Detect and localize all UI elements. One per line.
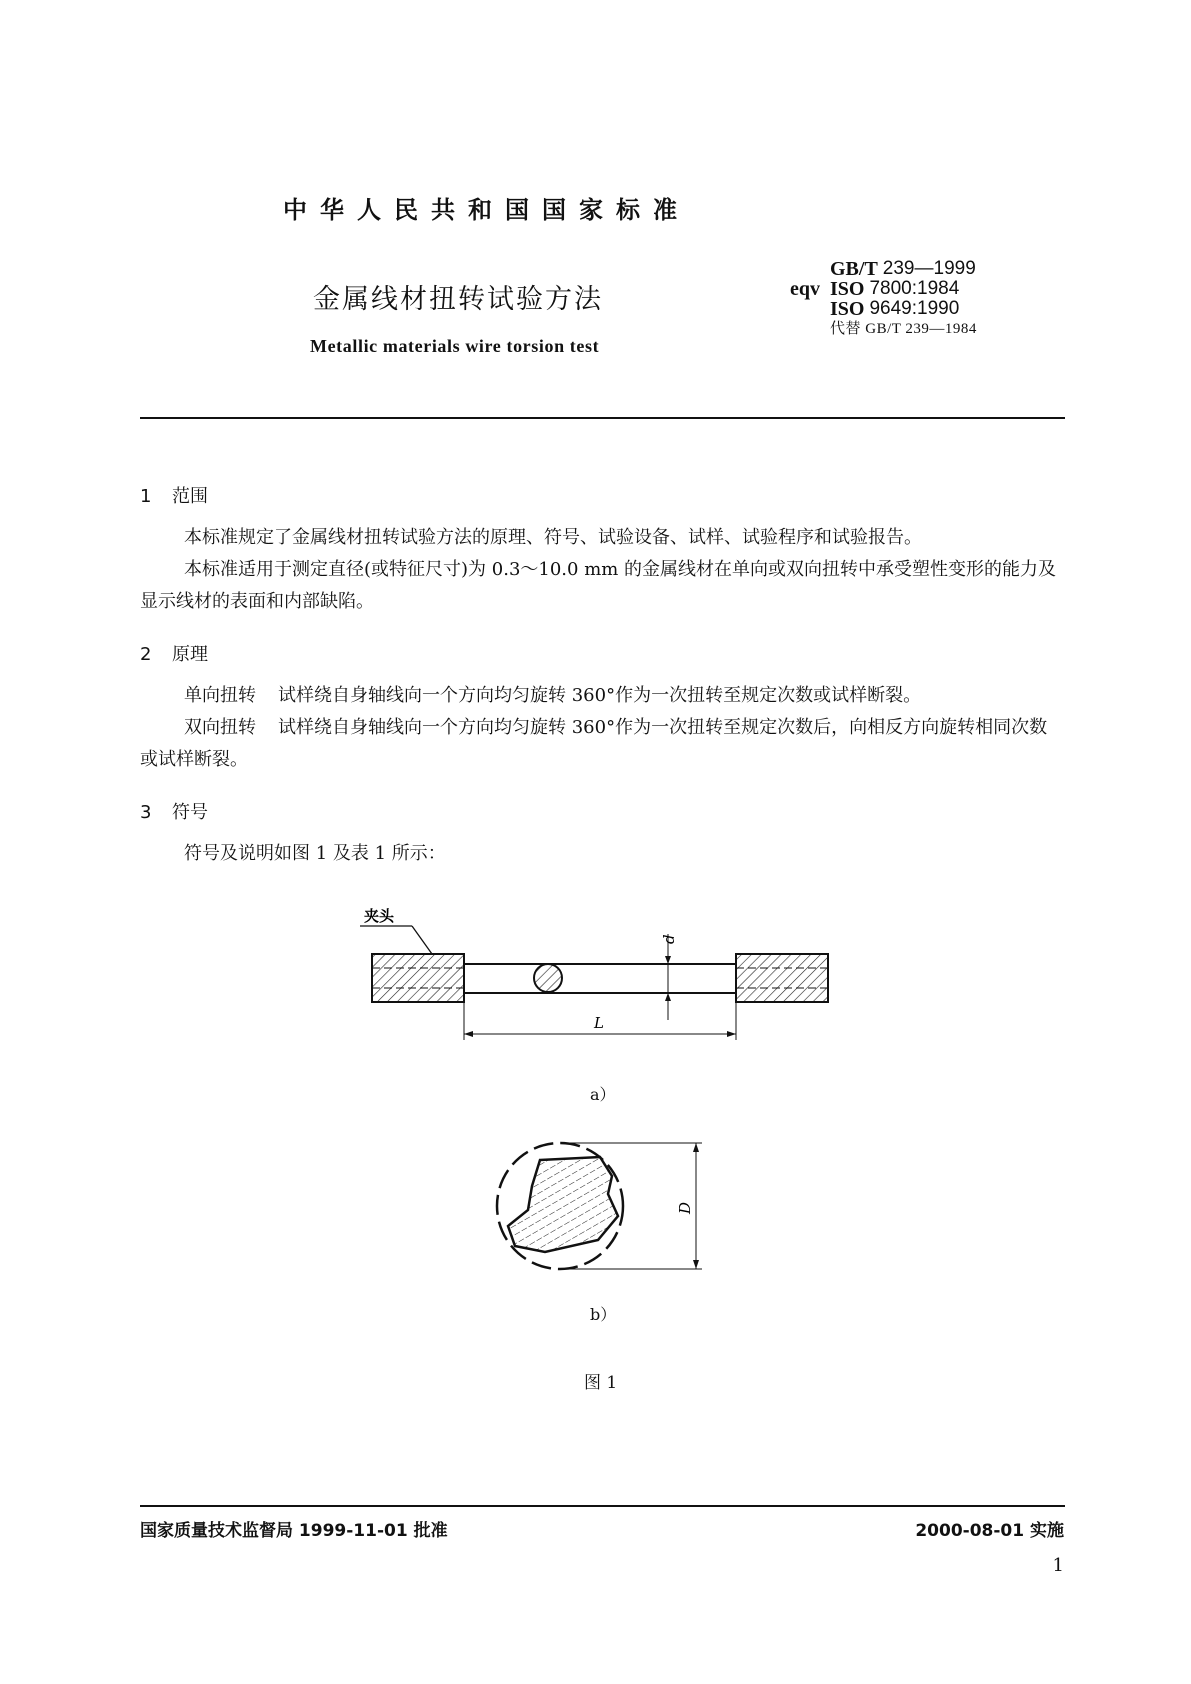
section-title: 范围 — [172, 486, 208, 507]
gb-number: 239—1999 — [882, 258, 976, 279]
footer-divider — [140, 1505, 1065, 1507]
header-divider — [140, 417, 1065, 419]
label-d: d — [660, 934, 678, 944]
diameter-arrow-top — [665, 956, 671, 964]
large-diameter-arrow-top — [693, 1143, 699, 1152]
clamp-leader-line — [412, 926, 432, 954]
section-number: 2 — [140, 644, 152, 665]
eqv-prefix: eqv — [790, 278, 820, 300]
length-arrow-right — [727, 1031, 736, 1037]
section-number: 1 — [140, 486, 152, 507]
figure-caption-b: b） — [590, 1305, 617, 1324]
left-clamp — [372, 954, 464, 1002]
section-title: 原理 — [172, 644, 208, 665]
section-1-paragraph-1: 本标准规定了金属线材扭转试验方法的原理、符号、试验设备、试样、试验程序和试验报告。 — [184, 527, 922, 548]
page-number: 1 — [1052, 1555, 1064, 1576]
iso1-number: 7800:1984 — [869, 278, 960, 299]
section-3-paragraph-1: 符号及说明如图 1 及表 1 所示： — [184, 843, 446, 864]
section-title: 符号 — [172, 802, 208, 823]
figure-caption: 图 1 — [584, 1373, 618, 1393]
principle-unidirectional — [140, 680, 1065, 712]
large-diameter-arrow-bottom — [693, 1260, 699, 1269]
national-standard-heading: 中华人民共和国国家标准 — [283, 196, 690, 224]
gb-prefix: GB/T — [830, 258, 878, 280]
section-1-paragraph-2: 本标准适用于测定直径(或特征尺寸)为 0.3～10.0 mm 的金属线材在单向或双向扭转中承受塑性变形的能力及显示线材的表面和内部缺陷。 — [140, 559, 1057, 612]
section-3-heading — [140, 798, 208, 824]
section-1-heading — [140, 482, 208, 508]
approval-statement: 国家质量技术监督局 1999-11-01 批准 — [140, 1521, 448, 1541]
figure-1a-diagram — [350, 900, 850, 1050]
term: 双向扭转 — [184, 717, 256, 738]
standard-codes — [790, 259, 977, 339]
section-number: 3 — [140, 802, 152, 823]
length-arrow-left — [464, 1031, 473, 1037]
label-L: L — [594, 1014, 604, 1032]
iso2-number: 9649:1990 — [869, 298, 960, 319]
figure-caption-a: a） — [590, 1085, 616, 1104]
iso2-prefix: ISO — [830, 298, 865, 320]
principle-bidirectional — [140, 712, 1065, 776]
term: 单向扭转 — [184, 685, 256, 706]
diameter-arrow-bottom — [665, 993, 671, 1001]
clamp-label: 夹头 — [364, 907, 395, 925]
replaces-standard: 代替 GB/T 239—1984 — [830, 321, 977, 337]
section-2-heading — [140, 640, 208, 666]
title-english: Metallic materials wire torsion test — [310, 336, 600, 356]
right-clamp — [736, 954, 828, 1002]
irregular-wire-section — [508, 1157, 618, 1252]
effective-date: 2000-08-01 实施 — [915, 1521, 1064, 1541]
figure-1b-diagram — [490, 1138, 720, 1278]
title-chinese: 金属线材扭转试验方法 — [313, 284, 603, 315]
definition: 试样绕自身轴线向一个方向均匀旋转 360°作为一次扭转至规定次数后，向相反方向旋转相同次数或试样断裂。 — [140, 717, 1048, 770]
label-D: D — [676, 1201, 694, 1214]
definition: 试样绕自身轴线向一个方向均匀旋转 360°作为一次扭转至规定次数或试样断裂。 — [278, 685, 922, 706]
wire-cross-section — [534, 964, 562, 992]
iso1-prefix: ISO — [830, 278, 865, 300]
